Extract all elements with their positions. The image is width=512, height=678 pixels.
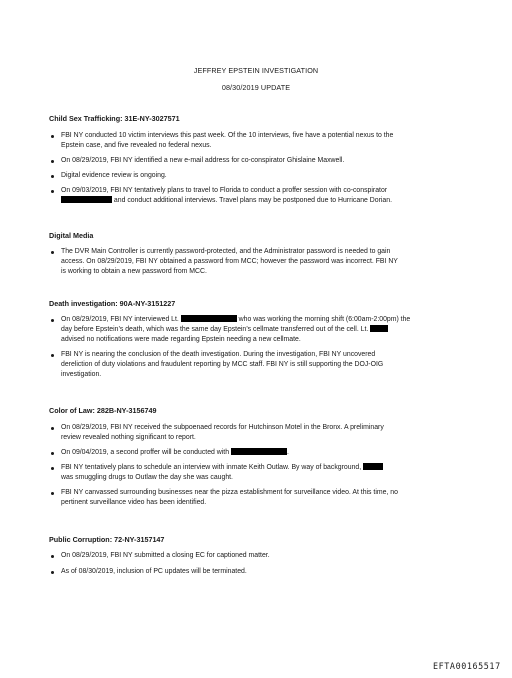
list-item: On 08/29/2019, FBI NY received the subpoenaed records for Hutchinson Motel in the Bronx. A preliminary review revealed nothing significant to report. bbox=[49, 423, 469, 443]
list-item: On 08/29/2019, FBI NY submitted a closing EC for captioned matter. bbox=[49, 551, 469, 561]
document-subtitle: 08/30/2019 UPDATE bbox=[221, 83, 291, 92]
section-heading: Digital Media bbox=[49, 231, 94, 240]
section-death-investigation bbox=[49, 299, 469, 380]
document-title: JEFFREY EPSTEIN INVESTIGATION bbox=[193, 66, 319, 75]
bullet-icon bbox=[51, 319, 54, 322]
bullet-icon bbox=[51, 190, 54, 193]
bates-number: EFTA00165517 bbox=[433, 661, 501, 671]
bullet-icon bbox=[51, 135, 54, 138]
bullet-icon bbox=[51, 427, 54, 430]
bullet-icon bbox=[51, 492, 54, 495]
list-item: Digital evidence review is ongoing. bbox=[49, 171, 469, 181]
section-public-corruption bbox=[49, 535, 469, 577]
redaction-block bbox=[61, 196, 112, 203]
bullet-icon bbox=[51, 354, 54, 357]
section-child-sex-trafficking bbox=[49, 114, 469, 206]
bullet-icon bbox=[51, 555, 54, 558]
list-item: On 09/04/2019, a second proffer will be conducted with . bbox=[49, 448, 469, 458]
bullet-icon bbox=[51, 251, 54, 254]
section-heading: Child Sex Trafficking: 31E-NY-3027571 bbox=[49, 114, 180, 123]
list-item: On 08/29/2019, FBI NY identified a new e-mail address for co-conspirator Ghislaine Maxwell. bbox=[49, 156, 469, 166]
bullet-icon bbox=[51, 175, 54, 178]
bullet-icon bbox=[51, 160, 54, 163]
section-digital-media bbox=[49, 231, 469, 277]
section-color-of-law bbox=[49, 406, 469, 508]
redaction-block bbox=[181, 315, 237, 322]
section-heading: Color of Law: 282B-NY-3156749 bbox=[49, 406, 157, 415]
list-item: FBI NY canvassed surrounding businesses near the pizza establishment for surveillance video. At this time, no pertinent surveillance video has been identified. bbox=[49, 488, 469, 508]
list-item: On 09/03/2019, FBI NY tentatively plans to travel to Florida to conduct a proffer session with co-conspirator and conduct additional interviews. Travel plans may be postponed due to Hurricane Dorian. bbox=[49, 186, 469, 206]
list-item: On 08/29/2019, FBI NY interviewed Lt. who was working the morning shift (6:00am-2:00pm) the day before Epstein’s death, which was the same day Epstein’s cellmate transferred out of the cell. Lt. advised no notifications were made regarding Epstein needing a new cellmate. bbox=[49, 315, 469, 345]
section-heading: Death investigation: 90A-NY-3151227 bbox=[49, 299, 176, 308]
list-item: The DVR Main Controller is currently password-protected, and the Administrator password is needed to gain access. On 08/29/2019, FBI NY obtained a password from MCC; however the password was incorrect. FBI NY is working to obtain a new password from MCC. bbox=[49, 247, 469, 277]
list-item: FBI NY tentatively plans to schedule an interview with inmate Keith Outlaw. By way of background, was smuggling drugs to Outlaw the day she was caught. bbox=[49, 463, 469, 483]
redaction-block bbox=[370, 325, 388, 332]
bullet-icon bbox=[51, 467, 54, 470]
list-item: As of 08/30/2019, inclusion of PC updates will be terminated. bbox=[49, 567, 469, 577]
list-item: FBI NY is nearing the conclusion of the death investigation. During the investigation, FBI NY uncovered dereliction of duty violations and fraudulent reporting by MCC staff. FBI NY is still supporting the DOJ-OIG investigation. bbox=[49, 350, 469, 380]
bullet-icon bbox=[51, 571, 54, 574]
section-heading: Public Corruption: 72-NY-3157147 bbox=[49, 535, 165, 544]
bullet-icon bbox=[51, 452, 54, 455]
redaction-block bbox=[363, 463, 383, 470]
list-item: FBI NY conducted 10 victim interviews this past week. Of the 10 interviews, five have a potential nexus to the Epstein case, and five revealed no federal nexus. bbox=[49, 131, 469, 151]
redaction-block bbox=[231, 448, 287, 455]
